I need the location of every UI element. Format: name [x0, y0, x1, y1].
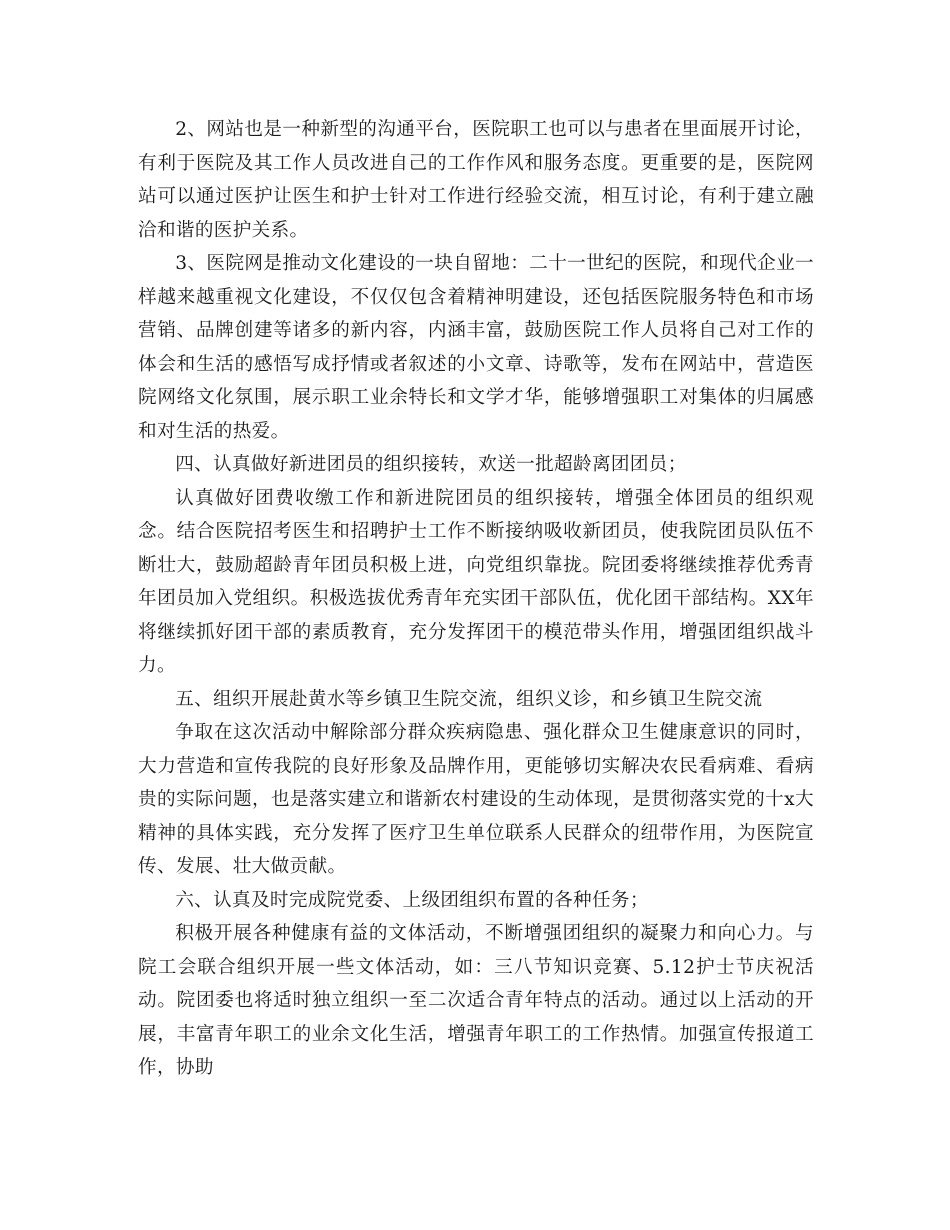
- heading-section-six: 六、认真及时完成院党委、上级团组织布置的各种任务；: [175, 889, 649, 911]
- document-body: [138, 113, 814, 1085]
- paragraph-rural-exchange: 争取在这次活动中解除部分群众疾病隐患、强化群众卫生健康意识的同时，大力营造和宣传我院的良好形象及品牌作用，更能够切实解决农民看病难、看病贵的实际问题，也是落实建立和谐新农村建设的生动体现，是贯彻落实党的十x大精神的具体实践，充分发挥了医疗卫生单位联系人民群众的纽带作用，为医院宣传、发展、壮大做贡献。: [138, 722, 814, 877]
- paragraph-member-transfer: 认真做好团费收缴工作和新进院团员的组织接转，增强全体团员的组织观念。结合医院招考医生和招聘护士工作不断接纳吸收新团员，使我院团员队伍不断壮大，鼓励超龄青年团员积极上进，向党组织靠拢。院团委将继续推荐优秀青年团员加入党组织。积极选拔优秀青年充实团干部队伍，优化团干部结构。XX年将继续抓好团干部的素质教育，充分发挥团干的模范带头作用，增强团组织战斗力。: [138, 487, 814, 676]
- heading-section-five: 五、组织开展赴黄水等乡镇卫生院交流，组织义诊，和乡镇卫生院交流: [175, 688, 763, 710]
- paragraph-cultural-activities: 积极开展各种健康有益的文体活动，不断增强团组织的凝聚力和向心力。与院工会联合组织开展一些文体活动，如：三八节知识竞赛、5.12护士节庆祝活动。院团委也将适时独立组织一至二次适合青年特点的活动。通过以上活动的开展，丰富青年职工的业余文化生活，增强青年职工的工作热情。加强宣传报道工作，协助: [138, 923, 814, 1078]
- paragraph-website-communication: 2、网站也是一种新型的沟通平台，医院职工也可以与患者在里面展开讨论，有利于医院及其工作人员改进自己的工作作风和服务态度。更重要的是，医院网站可以通过医护让医生和护士针对工作进行经验交流，相互讨论，有利于建立融洽和谐的医护关系。: [138, 119, 814, 241]
- paragraph-culture-building: 3、医院网是推动文化建设的一块自留地：二十一世纪的医院，和现代企业一样越来越重视文化建设，不仅仅包含着精神明建设，还包括医院服务特色和市场营销、品牌创建等诸多的新内容，内涵丰富，鼓励医院工作人员将自己对工作的体会和生活的感悟写成抒情或者叙述的小文章、诗歌等，发布在网站中，营造医院网络文化氛围，展示职工业余特长和文学才华，能够增强职工对集体的归属感和对生活的热爱。: [138, 253, 814, 442]
- heading-section-four: 四、认真做好新进团员的组织接转，欢送一批超龄离团团员；: [175, 454, 687, 475]
